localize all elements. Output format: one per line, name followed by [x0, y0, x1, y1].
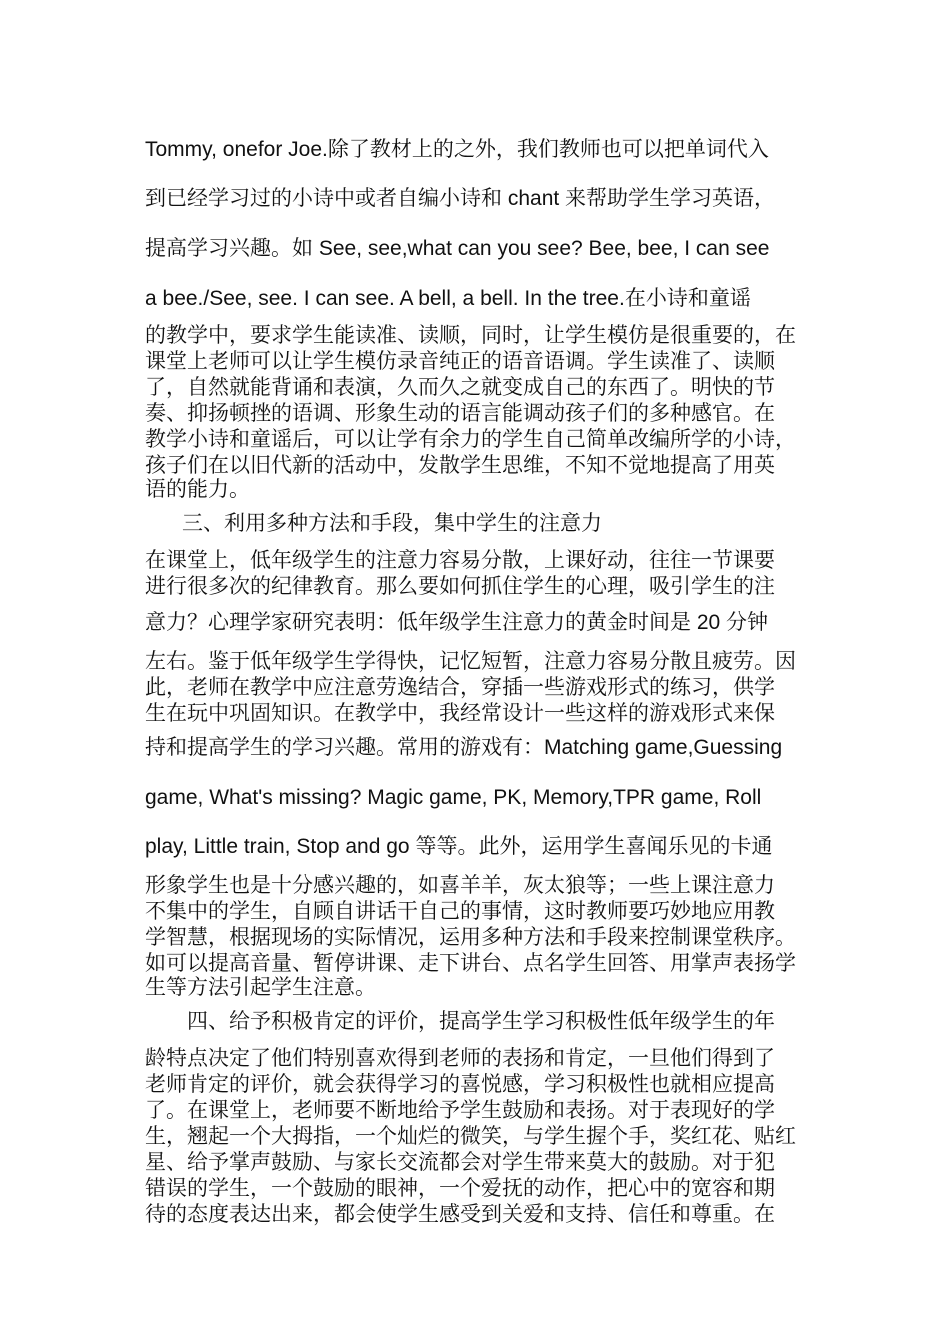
text-line: 教学小诗和童谣后，可以让学有余力的学生自己简单改编所学的小诗， — [145, 427, 796, 451]
text-line: 形象学生也是十分感兴趣的，如喜羊羊，灰太狼等；一些上课注意力 — [145, 873, 775, 897]
text-line: 持和提高学生的学习兴趣。常用的游戏有：Matching game,Guessing — [145, 736, 783, 759]
text-line: 左右。鉴于低年级学生学得快，记忆短暂，注意力容易分散且疲劳。因 — [145, 649, 796, 673]
section-heading: 四、给予积极肯定的评价，提高学生学习积极性低年级学生的年 — [187, 1009, 775, 1033]
text-line: 的教学中，要求学生能读准、读顺，同时，让学生模仿是很重要的，在 — [145, 323, 796, 347]
text-line: 在课堂上，低年级学生的注意力容易分散，上课好动，往往一节课要 — [145, 548, 775, 572]
text-line: 生，翘起一个大拇指，一个灿烂的微笑，与学生握个手，奖红花、贴红 — [145, 1124, 796, 1148]
section-heading: 三、利用多种方法和手段，集中学生的注意力 — [182, 511, 602, 535]
text-line: 意力？心理学家研究表明：低年级学生注意力的黄金时间是 20 分钟 — [145, 611, 769, 634]
text-line: Tommy, onefor Joe.除了教材上的之外，我们教师也可以把单词代入 — [145, 138, 769, 161]
text-line: 奏、抑扬顿挫的语调、形象生动的语言能调动孩子们的多种感官。在 — [145, 401, 775, 425]
text-line: 提高学习兴趣。如 See, see,what can you see? Bee, bee, I can see — [145, 237, 770, 260]
text-line: 生等方法引起学生注意。 — [145, 975, 376, 999]
text-line: play, Little train, Stop and go 等等。此外，运用学生喜闻乐见的卡通 — [145, 835, 773, 858]
text-line: 语的能力。 — [145, 477, 250, 501]
text-line: 到已经学习过的小诗中或者自编小诗和 chant 来帮助学生学习英语， — [145, 187, 776, 210]
text-line: 不集中的学生，自顾自讲话干自己的事情，这时教师要巧妙地应用教 — [145, 899, 775, 923]
text-line: 课堂上老师可以让学生模仿录音纯正的语音语调。学生读准了、读顺 — [145, 349, 775, 373]
text-line: 龄特点决定了他们特别喜欢得到老师的表扬和肯定，一旦他们得到了 — [145, 1046, 775, 1070]
text-line: 错误的学生，一个鼓励的眼神，一个爱抚的动作，把心中的宽容和期 — [145, 1176, 775, 1200]
text-line: 老师肯定的评价，就会获得学习的喜悦感，学习积极性也就相应提高 — [145, 1072, 775, 1096]
text-line: 如可以提高音量、暂停讲课、走下讲台、点名学生回答、用掌声表扬学 — [145, 951, 796, 975]
text-line: 进行很多次的纪律教育。那么要如何抓住学生的心理，吸引学生的注 — [145, 574, 775, 598]
text-line: 此，老师在教学中应注意劳逸结合，穿插一些游戏形式的练习，供学 — [145, 675, 775, 699]
text-line: 孩子们在以旧代新的活动中，发散学生思维，不知不觉地提高了用英 — [145, 453, 775, 477]
text-line: 星、给予掌声鼓励、与家长交流都会对学生带来莫大的鼓励。对于犯 — [145, 1150, 775, 1174]
text-line: game, What's missing? Magic game, PK, Memory,TPR game, Roll — [145, 786, 762, 809]
text-line: a bee./See, see. I can see. A bell, a bell. In the tree.在小诗和童谣 — [145, 287, 751, 310]
text-line: 学智慧，根据现场的实际情况，运用多种方法和手段来控制课堂秩序。 — [145, 925, 796, 949]
text-line: 待的态度表达出来，都会使学生感受到关爱和支持、信任和尊重。在 — [145, 1202, 775, 1226]
text-line: 生在玩中巩固知识。在教学中，我经常设计一些这样的游戏形式来保 — [145, 701, 775, 725]
text-line: 了。在课堂上，老师要不断地给予学生鼓励和表扬。对于表现好的学 — [145, 1098, 775, 1122]
text-line: 了，自然就能背诵和表演，久而久之就变成自己的东西了。明快的节 — [145, 375, 775, 399]
